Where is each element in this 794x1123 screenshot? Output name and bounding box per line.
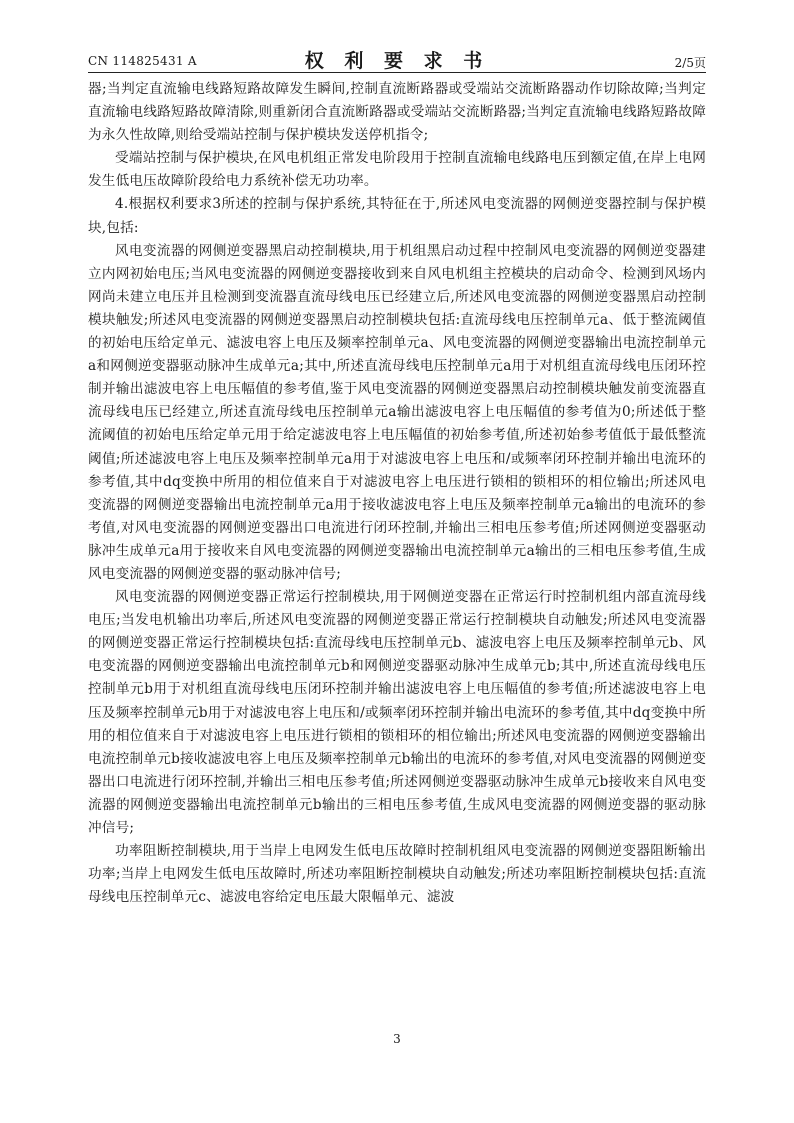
header-divider bbox=[88, 72, 706, 73]
page-indicator: 2/5页 bbox=[674, 56, 706, 70]
claim-paragraph-continuation: 器;当判定直流输电线路短路故障发生瞬间,控制直流断路器或受端站交流断路器动作切除故障;当判定直流输电线路短路故障清除,则重新闭合直流断路器或受端站交流断路器;当判定直流输电线路短路故障为永久性故障,则给受端站控制与保护模块发送停机指令; bbox=[88, 81, 706, 144]
claims-body bbox=[88, 78, 706, 909]
page-number: 3 bbox=[393, 1032, 401, 1046]
publication-number: CN 114825431 A bbox=[88, 54, 197, 68]
claim-4-heading: 4.根据权利要求3所述的控制与保护系统,其特征在于,所述风电变流器的网侧逆变器控制与保护模块,包括: bbox=[88, 196, 706, 236]
claim-paragraph-power-blocking: 功率阻断控制模块,用于当岸上电网发生低电压故障时控制机组风电变流器的网侧逆变器阻断输出功率;当岸上电网发生低电压故障时,所述功率阻断控制模块自动触发;所述功率阻断控制模块包括:直流母线电压控制单元c、滤波电容给定电压最大限幅单元、滤波 bbox=[88, 843, 706, 906]
claim-paragraph-normal-operation: 风电变流器的网侧逆变器正常运行控制模块,用于网侧逆变器在正常运行时控制机组内部直流母线电压;当发电机输出功率后,所述风电变流器的网侧逆变器正常运行控制模块自动触发;所述风电变流器的网侧逆变器正常运行控制模块包括:直流母线电压控制单元b、滤波电容上电压及频率控制单元b、风电变流器的网侧逆变器输出电流控制单元b和网侧逆变器驱动脉冲生成单元b;其中,所述直流母线电压控制单元b用于对机组直流母线电压闭环控制并输出滤波电容上电压幅值的参考值;所述滤波电容上电压及频率控制单元b用于对滤波电容上电压和/或频率闭环控制并输出电流环的参考值,其中dq变换中所用的相位值来自于对滤波电容上电压进行锁相的锁相环的相位输出;所述风电变流器的网侧逆变器输出电流控制单元b接收滤波电容上电压及频率控制单元b输出的电流环的参考值,对风电变流器的网侧逆变器出口电流进行闭环控制,并输出三相电压参考值;所述网侧逆变器驱动脉冲生成单元b接收来自风电变流器的网侧逆变器输出电流控制单元b输出的三相电压参考值,生成风电变流器的网侧逆变器的驱动脉冲信号; bbox=[88, 589, 706, 836]
claim-paragraph-black-start: 风电变流器的网侧逆变器黑启动控制模块,用于机组黑启动过程中控制风电变流器的网侧逆变器建立内网初始电压;当风电变流器的网侧逆变器接收到来自风电机组主控模块的启动命令、检测到风场内网尚未建立电压并且检测到变流器直流母线电压已经建立后,所述风电变流器的网侧逆变器黑启动控制模块触发;所述风电变流器的网侧逆变器黑启动控制模块包括:直流母线电压控制单元a、低于整流阈值的初始电压给定单元、滤波电容上电压及频率控制单元a、风电变流器的网侧逆变器输出电流控制单元a和网侧逆变器驱动脉冲生成单元a;其中,所述直流母线电压控制单元a用于对机组直流母线电压闭环控制并输出滤波电容上电压幅值的参考值,鉴于风电变流器的网侧逆变器黑启动控制模块触发前变流器直流母线电压已经建立,所述直流母线电压控制单元a输出滤波电容上电压幅值的参考值为0;所述低于整流阈值的初始电压给定单元用于给定滤波电容上电压幅值的初始参考值,所述初始参考值低于最低整流阈值;所述滤波电容上电压及频率控制单元a用于对滤波电容上电压和/或频率闭环控制并输出电流环的参考值,其中dq变换中所用的相位值来自于对滤波电容上电压进行锁相的锁相环的相位输出;所述风电变流器的网侧逆变器输出电流控制单元a用于接收滤波电容上电压及频率控制单元a输出的电流环的参考值,对风电变流器的网侧逆变器出口电流进行闭环控制,并输出三相电压参考值;所述网侧逆变器驱动脉冲生成单元a用于接收来自风电变流器的网侧逆变器输出电流控制单元a输出的三相电压参考值,生成风电变流器的网侧逆变器的驱动脉冲信号; bbox=[88, 242, 706, 582]
section-title: 权 利 要 求 书 bbox=[304, 50, 490, 72]
claim-paragraph-receiving-station: 受端站控制与保护模块,在风电机组正常发电阶段用于控制直流输电线路电压到额定值,在岸上电网发生低电压故障阶段给电力系统补偿无功功率。 bbox=[88, 150, 706, 190]
